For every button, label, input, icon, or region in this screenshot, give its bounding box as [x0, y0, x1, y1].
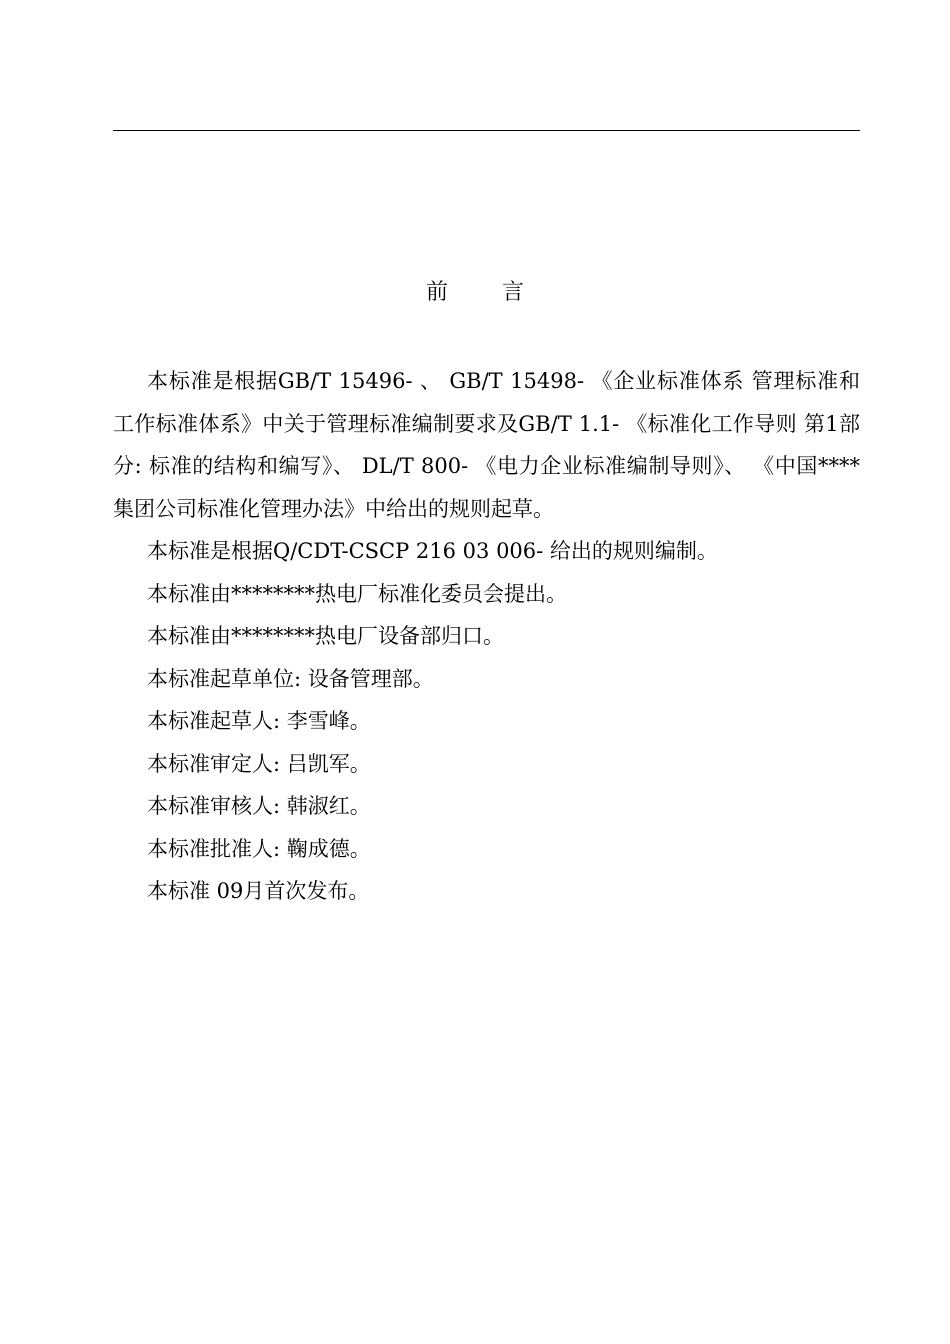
foreword-paragraph-compilation: 本标准是根据Q/CDT-CSCP 216 03 006- 给出的规则编制。 [147, 539, 718, 563]
title-part-2: 言 [502, 280, 525, 305]
title-part-1: 前 [425, 280, 448, 305]
foreword-paragraph-release: 本标准 09月首次发布。 [147, 879, 370, 903]
header-rule [113, 130, 860, 131]
foreword-body [113, 360, 860, 913]
foreword-paragraph-drafting-unit: 本标准起草单位: 设备管理部。 [147, 666, 434, 691]
foreword-paragraph-basis: 本标准是根据GB/T 15496- 、 GB/T 15498- 《企业标准体系 管理标准和工作标准体系》中关于管理标准编制要求及GB/T 1.1- 《标准化工作导则 第1部分: 标准的结构和编写》、 DL/T 800- 《电力企业标准编制导则》、 《中国****集团公司标准化管理办法》中给出的规则起草。 [113, 369, 860, 521]
page-title [0, 276, 950, 310]
foreword-paragraph-proposer: 本标准由********热电厂标准化委员会提出。 [147, 581, 567, 606]
foreword-paragraph-approver-review: 本标准审定人: 吕凯军。 [147, 751, 371, 776]
foreword-paragraph-checker: 本标准审核人: 韩淑红。 [147, 794, 371, 818]
foreword-paragraph-owner: 本标准由********热电厂设备部归口。 [147, 624, 504, 648]
foreword-paragraph-drafter: 本标准起草人: 李雪峰。 [147, 709, 371, 733]
foreword-paragraph-ratifier: 本标准批准人: 鞠成德。 [147, 836, 371, 861]
